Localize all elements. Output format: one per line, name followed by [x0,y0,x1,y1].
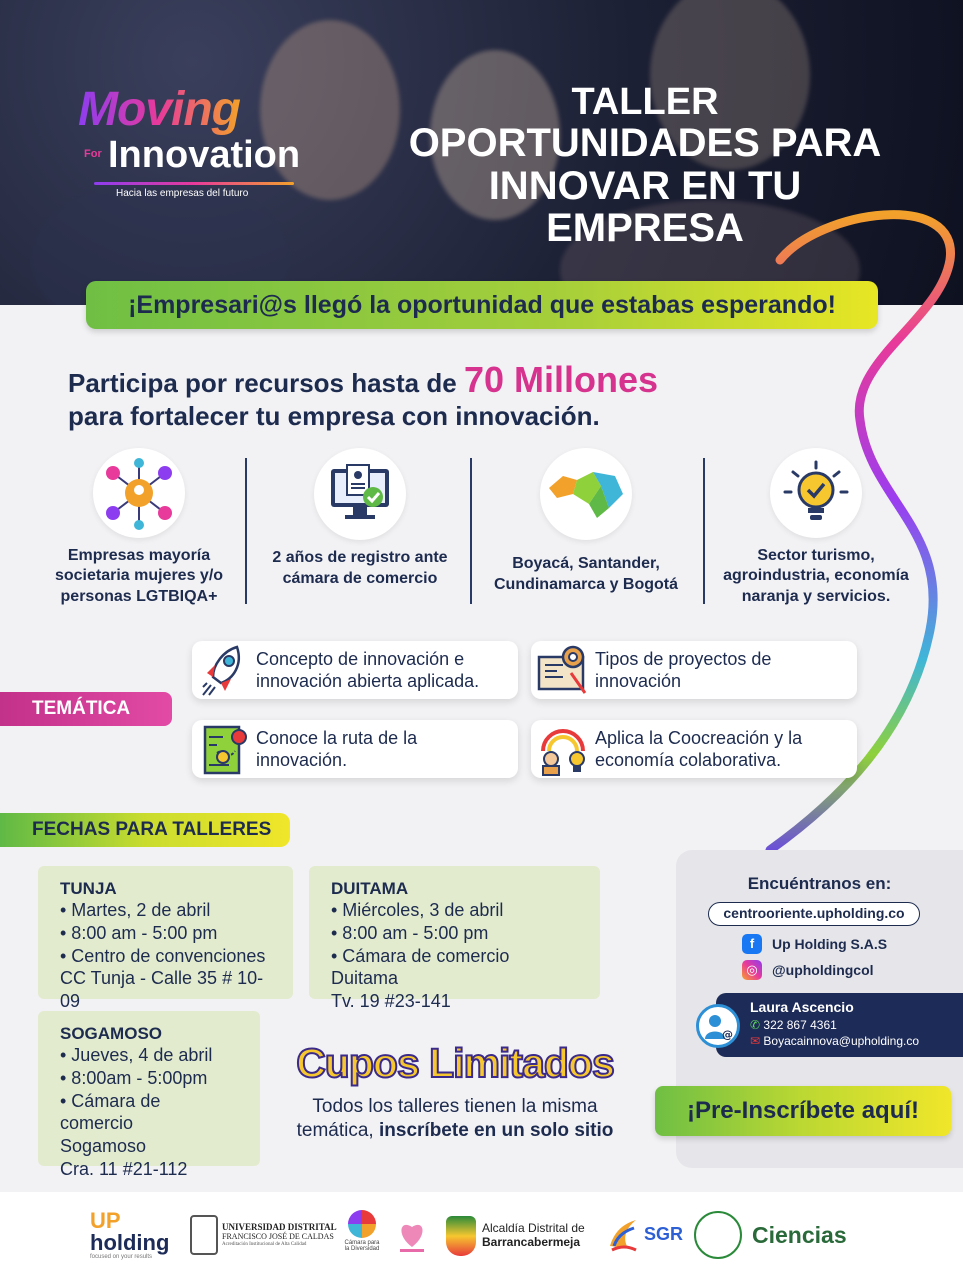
alcaldia-line2: Barrancabermeja [482,1235,581,1249]
blueprint-gear-icon [531,641,595,699]
person-at-icon [696,1004,740,1048]
instagram-text: @upholdingcol [772,962,874,978]
logo-underline [94,182,294,185]
idea-people-icon [531,720,595,778]
city-name: SOGAMOSO [60,1024,163,1043]
sgr-swoosh-icon [606,1216,640,1252]
city-line: • Cámara de comercio [60,1090,161,1134]
topic-card [192,720,518,778]
city-line: • Cámara de comercio Duitama [331,945,510,989]
city-name: DUITAMA [331,879,409,898]
city-line: • 8:00am - 5:00pm [60,1068,208,1089]
rocket-icon [192,641,256,699]
city-sogamoso-card [38,1011,260,1179]
pitch-part1: Participa por recursos hasta de [68,368,464,398]
route-map-icon [192,720,256,778]
camara-diversidad-logo [342,1208,382,1264]
topic-text: Aplica la Coocreación y la economía colaborativa. [595,727,803,770]
topic-text: Concepto de innovación e innovación abierta aplicada. [256,648,480,691]
university-shield-icon [190,1215,218,1255]
requirement-item [262,448,458,608]
heart-icon [394,1215,430,1255]
city-line: Cra. 11 #21-112 [60,1158,188,1179]
facebook-text: Up Holding S.A.S [772,936,888,952]
banner-text: ¡Empresari@s llegó la oportunidad que estabas esperando! [128,290,836,319]
city-line: Tv. 19 #23-141 [331,991,451,1012]
topic-card [192,641,518,699]
city-tunja-card [38,866,293,1012]
ministerio-ciencias-logo [694,1208,858,1262]
mail-icon: ✉ [750,1034,764,1048]
alcaldia-barrancabermeja-logo [446,1214,602,1258]
national-shield-icon [694,1211,742,1259]
fechas-label-text: FECHAS PARA TALLERES [32,819,272,840]
title-line-2: OPORTUNIDADES PARA [408,121,882,166]
instagram-icon: ◎ [742,960,762,980]
requirement-text: Boyacá, Santander, Cundinamarca y Bogotá [493,555,679,593]
heart-ribbon-logo [394,1212,434,1258]
sponsor-footer [0,1192,963,1280]
lightbulb-check-icon [770,448,862,538]
requirement-item [716,448,916,608]
city-name: TUNJA [60,879,117,898]
divider [470,458,472,604]
city-duitama-card [309,866,600,1012]
contact-email[interactable] [750,1034,919,1048]
pinwheel-icon [346,1208,378,1240]
website-link[interactable]: centrooriente.upholding.co [708,902,920,926]
divider [245,458,247,604]
contact-person-name: Laura Ascencio [750,999,854,1015]
facebook-icon: f [742,934,762,954]
uni-line3: Acreditación Institucional de Alta Calidad [222,1241,307,1247]
title-line-3: INNOVAR EN TU EMPRESA [488,163,802,251]
certificate-monitor-icon [314,448,406,540]
contact-phone[interactable] [750,1018,837,1032]
requirement-text: Empresas mayoría societaria mujeres y/o personas LGTBIQA+ [54,546,224,606]
city-line: CC Tunja - Calle 35 # 10-09 [60,968,264,1012]
sgr-logo [606,1214,684,1254]
logo-moving: Moving [78,83,240,136]
up-holding-tag: focused on your results [90,1254,153,1260]
logo-for: For [84,148,102,160]
uni-line2: FRANCISCO JOSÉ DE CALDAS [222,1231,334,1241]
pre-register-button[interactable] [655,1086,951,1136]
city-crest-icon [446,1216,476,1256]
sgr-text: SGR [644,1223,684,1244]
city-line: • 8:00 am - 5:00 pm [60,923,218,944]
cupos-line2-plain: temática, [296,1119,379,1141]
cupos-note [270,1095,640,1143]
pitch-highlight: 70 Millones [463,359,658,400]
requirement-text: 2 años de registro ante cámara de comercio [272,549,448,587]
logo-innovation: Innovation [108,134,301,176]
network-people-icon [93,448,185,538]
requirement-item [44,448,234,608]
alcaldia-line1: Alcaldía Distrital de [482,1221,585,1236]
pitch-part2: para fortalecer tu empresa con innovación. [68,401,600,432]
tematica-label-text: TEMÁTICA [32,698,131,719]
requirement-item [486,448,686,608]
facebook-link[interactable] [742,934,887,954]
uni-line1: UNIVERSIDAD DISTRITAL [222,1221,337,1232]
moving-for-innovation-logo [78,82,318,212]
logo-tagline: Hacia las empresas del futuro [116,188,249,199]
fechas-label [0,813,290,847]
whatsapp-icon: ✆ [750,1018,764,1032]
cupos-limitados [270,1040,640,1143]
up-holding-up: UP [90,1208,121,1233]
tematica-label [0,692,172,726]
city-line: Sogamoso [60,1136,147,1157]
opportunity-banner [86,281,878,329]
pre-register-label: ¡Pre-Inscríbete aquí! [686,1097,920,1124]
contact-person-card [716,993,963,1057]
camara-text: Cámara para la Diversidad [344,1240,380,1252]
up-holding-logo [90,1210,180,1260]
cupos-title: Cupos Limitados [296,1040,614,1086]
city-line: • Miércoles, 3 de abril [331,900,504,921]
topic-card [531,720,857,778]
topic-card [531,641,857,699]
funding-pitch [68,358,768,432]
city-line: • Jueves, 4 de abril [60,1045,213,1066]
title-line-1: TALLER [571,81,719,123]
divider [703,458,705,604]
up-holding-holding: holding [90,1230,170,1255]
city-line: • 8:00 am - 5:00 pm [331,923,489,944]
svg-text:@: @ [722,1028,733,1041]
universidad-distrital-logo [190,1212,340,1258]
contact-phone-text: 322 867 4361 [763,1018,837,1032]
topic-text: Tipos de proyectos de innovación [595,648,772,691]
requirement-text: Sector turismo, agroindustria, economía naranja y servicios. [723,546,909,606]
contact-email-text: Boyacainnova@upholding.co [763,1034,920,1048]
cupos-line2-bold: inscríbete en un solo sitio [379,1119,614,1141]
instagram-link[interactable] [742,960,874,980]
ciencias-text: Ciencias [752,1221,847,1248]
city-line: • Martes, 2 de abril [60,900,211,921]
contact-heading: Encuéntranos en: [747,874,892,893]
map-icon [540,448,632,540]
cupos-line1: Todos los talleres tienen la misma [312,1096,598,1117]
topic-text: Conoce la ruta de la innovación. [256,727,418,770]
city-line: • Centro de convenciones [60,945,266,966]
